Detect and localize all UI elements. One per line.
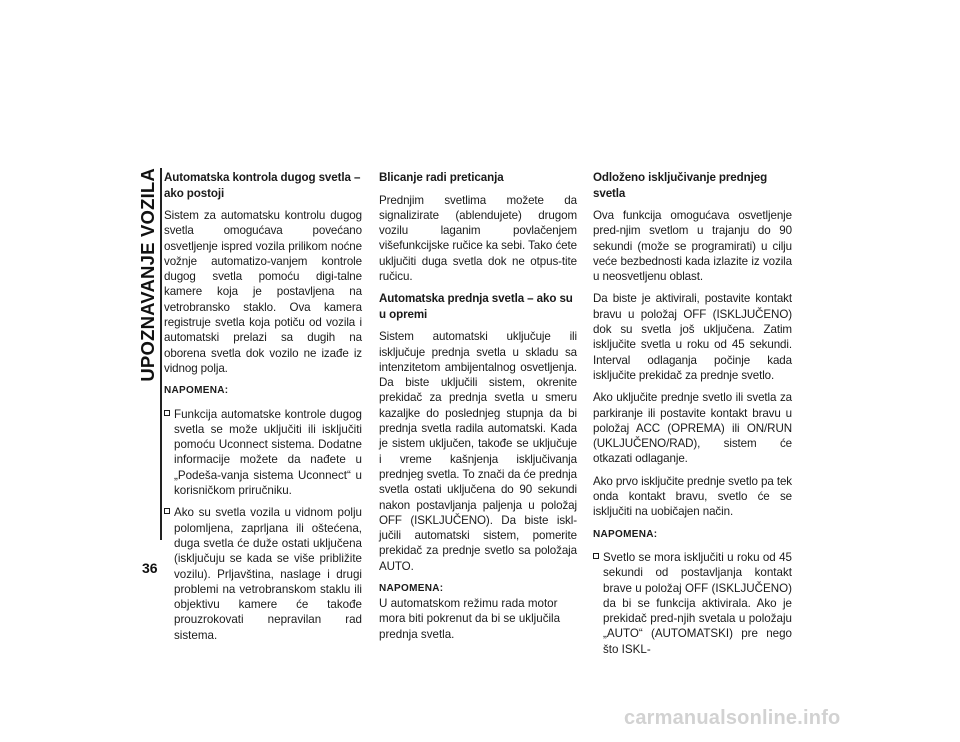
note-label: NAPOMENA: [164, 385, 229, 397]
heading-headlight-delay: Odloženo isključivanje prednjeg svetla [593, 171, 768, 200]
heading-flash-to-pass: Blicanje radi preticanja [379, 171, 504, 184]
heading-auto-high-beam: Automatska kontrola dugog svetla – ako postoji [164, 171, 361, 200]
heading-auto-headlights: Automatska prednja svetla – ako su u opremi [379, 292, 573, 321]
watermark: carmanualsonline.info [624, 707, 841, 729]
section-title-vertical: UPOZNAVANJE VOZILA [137, 168, 158, 382]
paragraph-auto-high-beam: Sistem za automatsku kontrolu dugog svetla omogućava povećano osvetljenje ispred vozila prilikom noćne vožnje automatizo-vanjem kontrole dugog svetla pomoću digi-talne kamere koja je postavljena na vetrobransko staklo. Ova kamera registruje svetla koja potiču od vozila i automatski prelazi sa dugih na oborena svetla dok vozilo ne izađe iz vidnog polja. [164, 209, 362, 375]
note-text: U automatskom režimu rada motor mora biti pokrenut da bi se uključila prednja svetla. [379, 597, 561, 641]
column-right [593, 170, 792, 664]
paragraph-headlight-delay-1: Ova funkcija omogućava osvetljenje pred-njim svetlom u trajanju do 90 sekundi (može se programirati) u cilju veće bezbednosti kada izlazite iz vozila u neosvetljenu oblast. [593, 209, 792, 284]
square-bullet-icon [164, 410, 170, 416]
note-bullet-item: Ako su svetla vozila u vidnom polju polomljena, zaprljana ili oštećena, duga svetla će duže ostati uključena (isključuju se kada se više približite vozilu). Prljavština, naslage i drugi problemi na vetrobranskom staklu ili objektivu kamere će takođe prouzrokovati nepravilan rad sistema. [164, 505, 362, 643]
paragraph-headlight-delay-2: Da biste je aktivirali, postavite kontakt bravu u položaj OFF (ISKLJUČENO) dok su svetla još uključena. Zatim isključite svetla u roku od 45 sekundi. Interval odlaganja počinje kada isključite prekidač za prednje svetlo. [593, 292, 792, 382]
paragraph-headlight-delay-4: Ako prvo isključite prednje svetlo pa tek onda kontakt bravu, svetlo će se isključiti na uobičajen način. [593, 474, 792, 519]
note-label: NAPOMENA: [593, 528, 658, 540]
paragraph-headlight-delay-3: Ako uključite prednje svetlo ili svetla za parkiranje ili postavite kontakt bravu u položaj ACC (OPREMA) ili ON/RUN (UKLJUČENO/RAD), sistem će otkazati odlaganje. [593, 391, 792, 466]
section-side-tab [133, 168, 163, 540]
column-left [164, 170, 362, 650]
square-bullet-icon [593, 553, 599, 559]
note-bullet-list [164, 407, 362, 643]
page-number: 36 [142, 560, 158, 576]
square-bullet-icon [164, 508, 170, 514]
note-bullet-item: Funkcija automatske kontrole dugog svetla se može uključiti ili isključiti pomoću Uconnect sistema. Dodatne informacije možete da nađete u „Podeša-vanja sistema Uconnect“ u korisničkom priručniku. [164, 407, 362, 499]
note-bullet-list [593, 550, 792, 657]
paragraph-auto-headlights: Sistem automatski uključuje ili isključuje prednja svetla u skladu sa intenzitetom ambijentalnog osvetljenja. Da biste uključili sistem, okrenite prekidač za prednja svetla u smeru kazaljke do poslednjeg stupnja da bi prednja svetla radila automatski. Kada je sistem uključen, takođe se uključuje i vreme kašnjenja isključivanja prednjeg svetla. To znači da će prednja svetla ostati uključena do 90 sekundi nakon postavljanja paljenja u položaj OFF (ISKLJUČENO). Da biste iskl-jučili automatski sistem, pomerite prekidač za prednje svetlo sa položaja AUTO. [379, 330, 577, 573]
section-divider-line [160, 168, 162, 540]
paragraph-flash-to-pass: Prednjim svetlima možete da signalizirate (ablendujete) drugom vozilu laganim povlačenjem višefunkcijske ručice ka sebi. Tako ćete uključiti duga svetla dok ne otpus-tite ručicu. [379, 193, 577, 283]
column-middle [379, 170, 577, 649]
note-bullet-item: Svetlo se mora isključiti u roku od 45 sekundi od postavljanja kontakt brave u položaj OFF (ISKLJUČENO) da bi se funkcija aktivirala. Ako je prekidač pred-njih svetala u položaju „AUTO“ (AUTOMATSKI) pre nego što ISKL- [593, 550, 792, 657]
note-label: NAPOMENA: [379, 583, 444, 595]
